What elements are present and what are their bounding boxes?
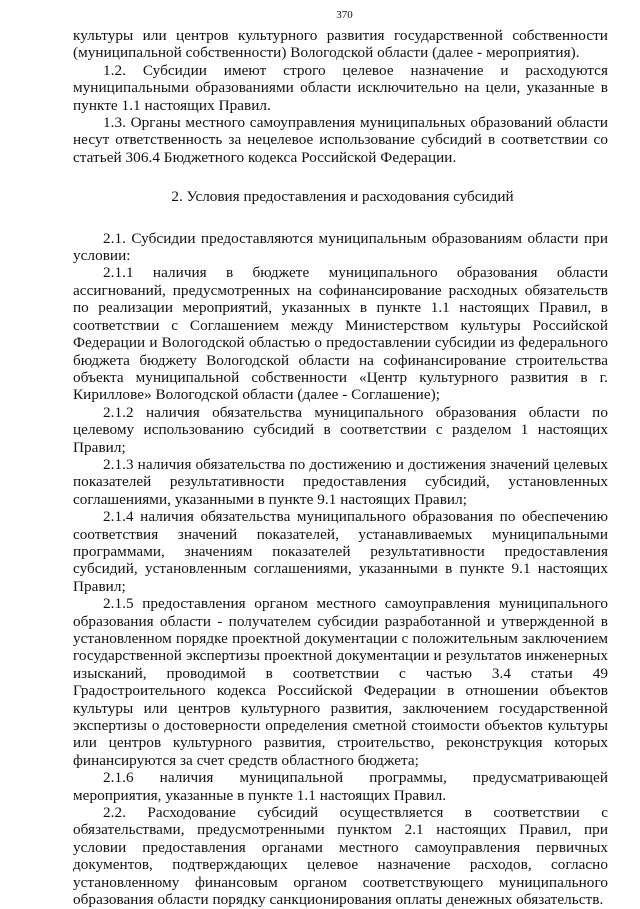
paragraph-2-1-6: 2.1.6 наличия муниципальной программы, предусматривающей мероприятия, указанные в пункте 1.1 настоящих Правил. [73, 769, 608, 804]
paragraph-1-2: 1.2. Субсидии имеют строго целевое назначение и расходуются муниципальными образованиями области исключительно на цели, указанные в пункте 1.1 настоящих Правил. [73, 61, 608, 114]
paragraph-2-1-1: 2.1.1 наличия в бюджете муниципального образования области ассигнований, предусмотренных на софинансирование расходных обязательств по реализации мероприятий, указанных в пункте 1.1 настоящих Правил, в соответствии с Соглашением между Министерством культуры Российской Федерации и Вологодской областью о предоставлении субсидии из федерального бюджета бюджету Вологодской области на софинансирование строительства объекта муниципальной собственности «Центр культурного развития в г. Кириллове» Вологодской области (далее - Соглашение); [73, 264, 608, 404]
paragraph-2-1-2: 2.1.2 наличия обязательства муниципального образования области по целевому использованию субсидий в соответствии с разделом 1 настоящих Правил; [73, 403, 608, 456]
page-number: 370 [336, 9, 353, 21]
paragraph-1-3: 1.3. Органы местного самоуправления муниципальных образований области несут ответственность за нецелевое использование субсидий в соответствии со статьей 306.4 Бюджетного кодекса Российской Федерации. [73, 114, 608, 166]
section-heading: 2. Условия предоставления и расходования субсидий [171, 188, 514, 206]
paragraph-2-1: 2.1. Субсидии предоставляются муниципальным образованиям области при условии: [73, 229, 608, 265]
document-page [73, 8, 608, 909]
paragraph-2-1-4: 2.1.4 наличия обязательства муниципального образования по обеспечению соответствия значений показателей, устанавливаемых муниципальными программами, значениям показателей результативности предоставления субсидий, установленным соглашениями, указанными в пункте 9.1 настоящих Правил; [73, 508, 608, 595]
paragraph-2-2: 2.2. Расходование субсидий осуществляется в соответствии с обязательствами, предусмотренными пунктом 2.1 настоящих Правил, при условии предоставления органами местного самоуправления первичных документов, подтверждающих целевое назначение расходов, согласно установленному финансовым органом соответствующего муниципального образования области порядку санкционирования оплаты денежных обязательств. [73, 804, 608, 909]
paragraph-intro-continuation: культуры или центров культурного развития государственной собственности (муниципальной собственности) Вологодской области (далее - мероприятия). [73, 27, 608, 62]
paragraph-2-1-3: 2.1.3 наличия обязательства по достижению и достижения значений целевых показателей результативности предоставления субсидий, установленных соглашениями, указанными в пункте 9.1 настоящих Правил; [73, 455, 608, 508]
paragraph-2-1-5: 2.1.5 предоставления органом местного самоуправления муниципального образования области - получателем субсидии разработанной и утвержденной в установленном порядке проектной документации с положительным заключением государственной экспертизы проектной документации и результатов инженерных изысканий, проводимой в соответствии с частью 3.4 статьи 49 Градостроительного кодекса Российской Федерации в отношении объектов культуры или центров культурного развития, заключением государственной экспертизы о достоверности определения сметной стоимости объектов культуры или центров культурного развития, строительство, реконструкция которых финансируются за счет средств областного бюджета; [73, 595, 608, 769]
